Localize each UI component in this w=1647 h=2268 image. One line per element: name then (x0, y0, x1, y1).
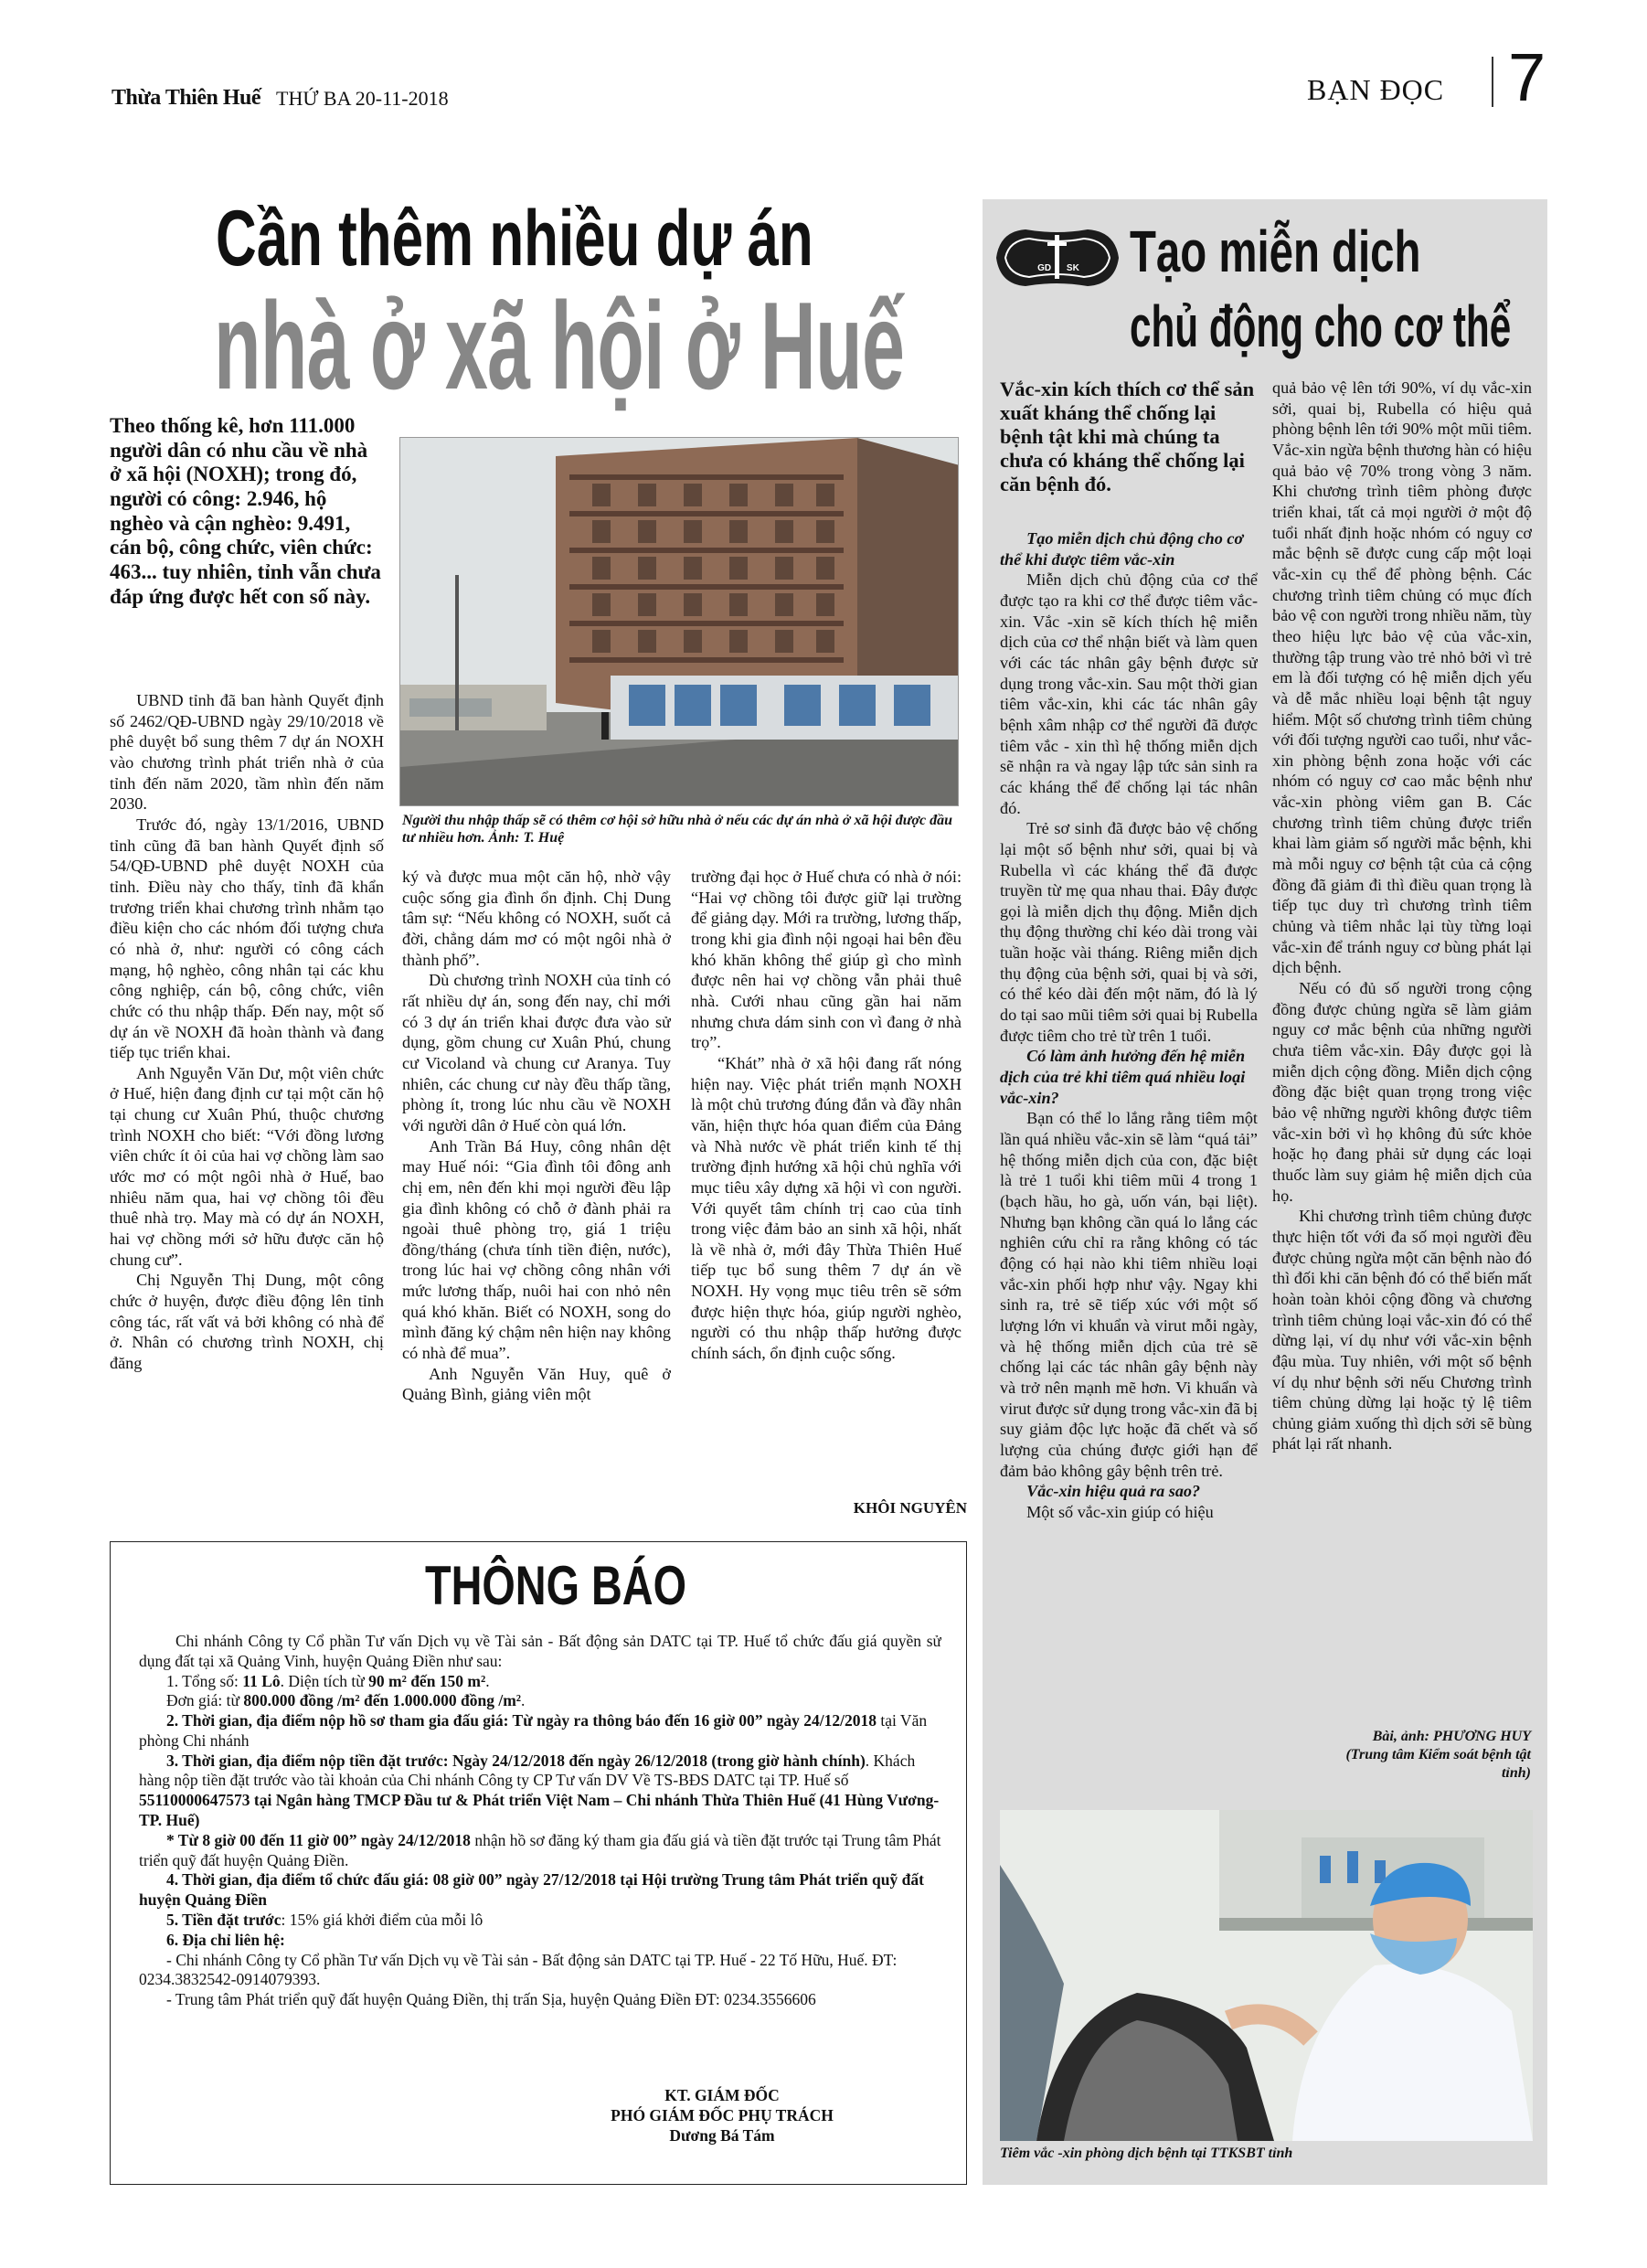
notice-text: 6. Địa chỉ liên hệ: (166, 1930, 285, 1949)
right-author (1325, 1728, 1531, 1783)
header-divider (1492, 57, 1493, 107)
notice-text: . (521, 1691, 526, 1710)
right-col1-para: Một số vắc-xin giúp có hiệu (1026, 1502, 1214, 1521)
left-lead-text: Theo thống kê, hơn 111.000 người dân có nhu cầu về nhà ở xã hội (NOXH); trong đó, người có công: 2.946, hộ nghèo và cận nghèo: 9.491, cán bộ, công chức, viên chức: 463... tuy nhiên, tỉnh vẫn chưa đáp ứng được hết con số này. (110, 414, 381, 608)
left-lead (110, 414, 384, 609)
notice-text: Đơn giá: từ (166, 1691, 244, 1710)
right-title-text2: chủ động cho cơ thể (1130, 293, 1512, 359)
left-photo-caption: Người thu nhập thấp sẽ có thêm cơ hội sở hữu nhà ở nếu các dự án nhà ở xã hội được đầu tư nhiều hơn. Ảnh: T. Huệ (402, 813, 952, 847)
left-col2-para: ký và được mua một căn hộ, nhờ vậy cuộc sống gia đình ổn định. Chị Dung tâm sự: “Nếu không có NOXH, suốt cả đời, chẳng dám mơ có một ngôi nhà ở thành phố”. (402, 868, 671, 969)
right-subhead-2: Có làm ảnh hưởng đến hệ miễn dịch của trẻ khi tiêm quá nhiều loại vắc-xin? (1000, 1047, 1246, 1107)
right-col2-para: Khi chương trình tiêm chủng được thực hiện tốt với đa số mọi người đều được chủng ngừa một căn bệnh nào đó thì đối khi căn bệnh đó có thể biến mất hoàn toàn khỏi cộng đồng và chương trình tiêm chủng loại vắc-xin đó có thể dừng lại, ví dụ như với vắc-xin bệnh đậu mùa. Tuy nhiên, với một số bệnh ví dụ như bệnh sởi nếu Chương trình tiêm chủng dừng lại hoặc tỷ lệ tiêm chủng giảm xuống thì dịch sởi sẽ bùng phát lại rất nhanh. (1272, 1207, 1532, 1453)
notice-title-text: THÔNG BÁO (425, 1555, 686, 1616)
notice-title (425, 1554, 760, 1617)
notice-line-9: - Chi nhánh Công ty Cổ phần Tư vấn Dịch vụ về Tài sản - Bất động sản DATC tại TP. Huế - 22 Tố Hữu, Huế. ĐT: 0234.3832542-0914079393. (139, 1950, 898, 1989)
right-col1-para: Miễn dịch chủ động của cơ thể được tạo ra khi cơ thể được tiêm vắc-xin. Vắc -xin sẽ kích thích hệ miễn dịch của cơ thể nhận biết và làm quen với các tác nhân gây bệnh được sử dụng trong vắc-xin. Sau một thời gian tiêm vắc-xin, khi các tác nhân gây bệnh xâm nhập cơ thể người đã được tiêm vắc - xin thì hệ thống miễn dịch sẽ nhận ra và ngay lập tức sản sinh ra các kháng thể để chống lại tác nhân đó. (1000, 570, 1258, 817)
notice-line-7 (139, 1911, 941, 1931)
notice-sig-name: Dương Bá Tám (669, 2125, 775, 2145)
right-col1-para: Trẻ sơ sinh đã được bảo vệ chống lại một số bệnh như sởi, quai bị và Rubella vì các kháng thể đã được truyền từ mẹ qua nhau thai. Đây được gọi là miễn dịch thụ động. Miễn dịch thụ động thường chỉ kéo dài trong vài tuần hoặc vài tháng. Riêng miễn dịch thụ động của bệnh sởi, quai bị và sởi, có thể kéo dài đến một năm, đó là lý do tại sao mũi tiêm sởi quai bị Rubella được tiêm cho trẻ từ trên 1 tuổi. (1000, 819, 1258, 1045)
right-title-line2 (1130, 293, 1647, 360)
header-paper-name: Thừa Thiên Huế (112, 86, 261, 110)
right-lead-text: Vắc-xin kích thích cơ thể sản xuất kháng thể chống lại bệnh tật khi mà chúng ta chưa có kháng thể chống lại căn bệnh đó. (1000, 378, 1255, 496)
notice-text: tại Văn phòng Chi nhánh (139, 1711, 928, 1750)
notice-line-6 (139, 1870, 941, 1911)
left-col-3 (691, 867, 962, 1497)
notice-line-2 (139, 1691, 941, 1711)
notice-text: 5. Tiền đặt trước (166, 1910, 282, 1929)
notice-text: 3. Thời gian, địa điểm nộp tiền đặt trước: Ngày 24/12/2018 đến ngày 26/12/2018 (trong giờ hành chính) (166, 1751, 866, 1770)
page-number: 7 (1508, 39, 1546, 115)
left-col1-para: Trước đó, ngày 13/1/2016, UBND tỉnh cũng đã ban hành Quyết định số 54/QĐ-UBND phê duyệt NOXH của tỉnh. Điều này cho thấy, tỉnh đã khẩn trương triển khai chương trình nhằm tạo điều kiện cho các nhóm đối tượng chưa có nhà ở, như: người có công cách mạng, hộ nghèo, công nhân tại các khu công nghiệp, cán bộ, công chức, viên chức có thu nhập thấp. Đến nay, một số dự án về NOXH đã hoàn thành và đang tiếp tục triển khai. (110, 815, 384, 1062)
gdsk-logo (991, 222, 1123, 293)
left-col1-para: UBND tỉnh đã ban hành Quyết định số 2462/QĐ-UBND ngày 29/10/2018 về phê duyệt bổ sung thêm 7 dự án NOXH vào chương trình phát triển nhà ở của tỉnh đến năm 2020, tầm nhìn đến năm 2030. (110, 691, 384, 814)
notice-text: 800.000 đồng /m² đến 1.000.000 đồng /m² (243, 1691, 522, 1710)
notice-sig-title: KT. GIÁM ĐỐC (664, 2086, 780, 2104)
right-subhead-1: Tạo miễn dịch chủ động cho cơ thể khi được tiêm vắc-xin (1000, 529, 1244, 569)
left-col1-para: Anh Nguyễn Văn Dư, một viên chức ở Huế, hiện đang định cư tại một căn hộ tại chung cư Xuân Phú, thuộc chương trình NOXH cho biết: “Với đồng lương viên chức ít ỏi của hai vợ chồng làm sao ước mơ có một ngôi nhà ở Huế, bao nhiêu năm qua, hai vợ chồng tôi đều thuê nhà trọ. May mà có dự án NOXH, hai vợ chồng mới sở hữu được căn hộ chung cư”. (110, 1063, 384, 1269)
notice-line-4 (139, 1752, 941, 1831)
right-col-1 (1000, 528, 1258, 1790)
left-author: KHÔI NGUYÊN (853, 1499, 967, 1517)
vaccination-photo (1000, 1810, 1533, 2141)
notice-text: 55110000647573 tại Ngân hàng TMCP Đầu tư & Phát triển Việt Nam – Chi nhánh Thừa Thiên Huế (41 Hùng Vương-TP. Huế) (139, 1791, 940, 1830)
notice-text: : 15% giá khởi điểm của mỗi lô (281, 1910, 483, 1929)
right-title-line1 (1130, 218, 1523, 285)
notice-line-3 (139, 1711, 941, 1752)
building-photo (399, 437, 959, 806)
left-col3-para: trường đại học ở Huế chưa có nhà ở nói: “Hai vợ chồng tôi được giữ lại trường để giảng dạy. Mới ra trường, lương thấp, trong khi gia đình nội ngoại hai bên đều khó khăn không thể giúp gì cho mình được nên hai vợ chồng vẫn phải thuê nhà. Cưới nhau cũng gần hai năm nhưng chưa dám sinh con vì đang ở nhà trọ”. (691, 868, 962, 1052)
right-subhead-3: Vắc-xin hiệu quả ra sao? (1026, 1482, 1201, 1501)
notice-text: 2. Thời gian, địa điểm nộp hồ sơ tham gia đấu giá: Từ ngày ra thông báo đến 16 giờ 00” ngày 24/12/2018 (166, 1711, 877, 1730)
left-col-2 (402, 867, 671, 1525)
left-col2-para: Anh Trần Bá Huy, công nhân dệt may Huế nói: “Gia đình tôi đông anh chị em, nên đến khi mọi người đều lập gia đình không có chỗ ở đành phải ra ngoài thuê phòng trọ, giá 1 triệu đồng/tháng (chưa tính tiền điện, nước), trong lúc hai vợ chồng công nhân với mức lương thấp, nuôi hai con nhỏ nên quá khó khăn. Biết có NOXH, song do mình đăng ký chậm nên hiện nay không có nhà để mua”. (402, 1136, 671, 1363)
right-lead (1000, 378, 1260, 496)
notice-text: . Diện tích từ (280, 1671, 369, 1690)
left-col-1 (110, 690, 384, 1522)
notice-line-1 (139, 1672, 941, 1692)
notice-intro: Chi nhánh Công ty Cổ phần Tư vấn Dịch vụ về Tài sản - Bất động sản DATC tại TP. Huế tổ chức đấu giá quyền sử dụng đất tại xã Quảng Vinh, huyện Quảng Điền như sau: (139, 1632, 941, 1670)
notice-text: 11 Lô (242, 1671, 281, 1690)
notice-body (139, 1632, 941, 2010)
right-title-text1: Tạo miễn dịch (1130, 218, 1421, 284)
left-title-text1: Cần thêm nhiều dự án (216, 195, 813, 282)
left-col2-para: Dù chương trình NOXH của tỉnh có rất nhiều dự án, song đến nay, chỉ mới có 3 dự án triển khai được đưa vào sử dụng, gồm chung cư Xuân Phú, chung cư Vicoland và chung cư Aranya. Tuy nhiên, các chung cư này đều thấp tầng, phòng ít, trong lúc nhu cầu về NOXH với người dân ở Huế còn quá lớn. (402, 971, 671, 1134)
notice-line-10: - Trung tâm Phát triển quỹ đất huyện Quảng Điền, thị trấn Sịa, huyện Quảng Điền ĐT: 0234.3556606 (166, 1990, 816, 2009)
left-col1-para: Chị Nguyễn Thị Dung, một công chức ở huyện, được điều động lên tỉnh công tác, rất vất vả bởi không có nhà để ở. Nhân có chương trình NOXH, chị đăng (110, 1271, 384, 1372)
right-photo-caption: Tiêm vắc -xin phòng dịch bệnh tại TTKSBT tỉnh (1000, 2146, 1293, 2161)
right-author-name: Bài, ảnh: PHƯƠNG HUY (1372, 1729, 1531, 1744)
notice-text: 90 m² đến 150 m² (368, 1671, 486, 1690)
left-col2-para: Anh Nguyễn Văn Huy, quê ở Quảng Bình, giảng viên một (402, 1364, 671, 1404)
left-title-line1 (216, 194, 1046, 284)
notice-signature (603, 2086, 841, 2146)
notice-text: . Khách hàng nộp tiền đặt trước vào tài khoản của Chi nhánh Công ty CP Tư vấn DV Về TS-BĐS DATC tại TP. Huế số (139, 1751, 916, 1790)
notice-text: . (485, 1671, 490, 1690)
right-col2-para: quả bảo vệ lên tới 90%, ví dụ vắc-xin sởi, quai bị, Rubella có hiệu quả phòng bệnh lên tới 90% một mũi tiêm. Vắc-xin ngừa bệnh thương hàn có hiệu quả bảo vệ 70% trong vòng 3 năm. Khi chương trình tiêm phòng được triển khai, tất cả mọi người ở một độ tuổi nhất định hoặc nhóm có nguy cơ mắc bệnh sẽ được cung cấp một loại vắc-xin cụ thể để phòng bệnh. Các chương trình tiêm chủng có mục đích bảo vệ con người trong nhiều năm, tùy theo hiệu lực bảo vệ của vắc-xin, thường tập trung vào trẻ nhỏ bởi vì trẻ em là đối tượng có hệ miễn dịch yếu và dễ mắc nhiều loại bệnh tật nguy hiểm. Một số chương trình tiêm chủng với đối tượng người cao tuổi, như vắc-xin phòng bệnh zona hoặc với các nhóm có nguy cơ cao mắc bệnh như vắc-xin phòng viêm gan B. Các chương trình tiêm chủng được triển khai làm giảm số người mắc bệnh, khi mà mỗi nguy cơ bệnh tật của cả cộng đồng đã giảm đi thì điều quan trọng là tiếp tục duy trì chương trình tiêm chủng và tiêm nhắc lại tùy từng loại vắc-xin để tránh nguy cơ bùng phát lại dịch bệnh. (1272, 378, 1532, 977)
right-col1-para: Bạn có thể lo lắng rằng tiêm một lần quá nhiều vắc-xin sẽ làm “quá tải” hệ thống miễn dịch của con, đặc biệt là trẻ 1 tuổi khi tiêm mũi 4 trong 1 (bạch hầu, ho gà, uốn ván, bại liệt). Nhưng bạn không cần quá lo lắng các nghiên cứu chỉ ra rằng không có tác động có hại nào khi tiêm nhiều loại vắc-xin phối hợp như vậy. Ngay khi sinh ra, trẻ sẽ tiếp xúc với một số lượng lớn vi khuẩn và virut mỗi ngày, và hệ thống miễn dịch của trẻ sẽ chống lại các tác nhân gây bệnh này và trở nên mạnh mẽ hơn. Vi khuẩn và virut được sử dụng trong vắc-xin đã bị suy giảm độc lực hoặc đã chết và số lượng của chúng được giới hạn để đảm bảo không gây bệnh trên trẻ. (1000, 1109, 1258, 1480)
notice-text: 4. Thời gian, địa điểm tổ chức đấu giá: 08 giờ 00” ngày 27/12/2018 tại Hội trường Trung tâm Phát triển quỹ đất huyện Quảng Điền (139, 1870, 924, 1910)
right-col-2 (1272, 378, 1532, 1703)
left-col3-para: “Khát” nhà ở xã hội đang rất nóng hiện nay. Việc phát triển mạnh NOXH là một chủ trương đúng đắn và đầy nhân văn, hiện thực hóa quan điểm của Đảng và Nhà nước về phát triển kinh tế thị trường định hướng xã hội chủ nghĩa với mục tiêu xây dựng xã hội vì con người. Với quyết tâm chính trị cao của tỉnh trong việc đảm bảo an sinh xã hội, nhất là về nhà ở, mới đây Thừa Thiên Huế tiếp tục bổ sung thêm 7 dự án về NOXH. Hy vọng mục tiêu trên sẽ sớm được hiện thực hóa, giúp người nghèo, người có thu nhập thấp hưởng được chính sách, ổn định cuộc sống. (691, 1053, 962, 1363)
notice-line-8 (139, 1931, 941, 1951)
right-col2-para: Nếu có đủ số người trong cộng đồng được chủng ngừa sẽ làm giảm nguy cơ mắc bệnh của những người chưa tiêm vắc-xin. Đây được gọi là miễn dịch cộng đồng. Miễn dịch cộng đồng đặc biệt quan trọng trong việc bảo vệ những người không được tiêm vắc-xin bởi vì họ không đủ sức khỏe hoặc họ đang phải sử dụng các loại thuốc làm suy giảm hệ miễn dịch của họ. (1272, 979, 1532, 1205)
notice-text: * Từ 8 giờ 00 đến 11 giờ 00” ngày 24/12/2018 (166, 1830, 471, 1849)
notice-text: 1. Tổng số: (166, 1671, 243, 1690)
notice-line-5 (139, 1831, 941, 1871)
header-section: BẠN ĐỌC (1307, 73, 1445, 106)
notice-sig-subtitle: PHÓ GIÁM ĐỐC PHỤ TRÁCH (611, 2105, 834, 2124)
notice-text: nhận hồ sơ đăng ký tham gia đấu giá và tiền đặt trước tại Trung tâm Phát triển quỹ đất huyện Quảng Điền. (139, 1830, 941, 1869)
right-author-org: (Trung tâm Kiểm soát bệnh tật tỉnh) (1345, 1747, 1531, 1781)
gdsk-logo-icon (991, 222, 1123, 293)
header-date: THỨ BA 20-11-2018 (276, 87, 449, 110)
gdsk-logo-text: GD SK (1037, 263, 1079, 273)
left-title-text2: nhà ở xã hội ở Huế (214, 276, 905, 415)
